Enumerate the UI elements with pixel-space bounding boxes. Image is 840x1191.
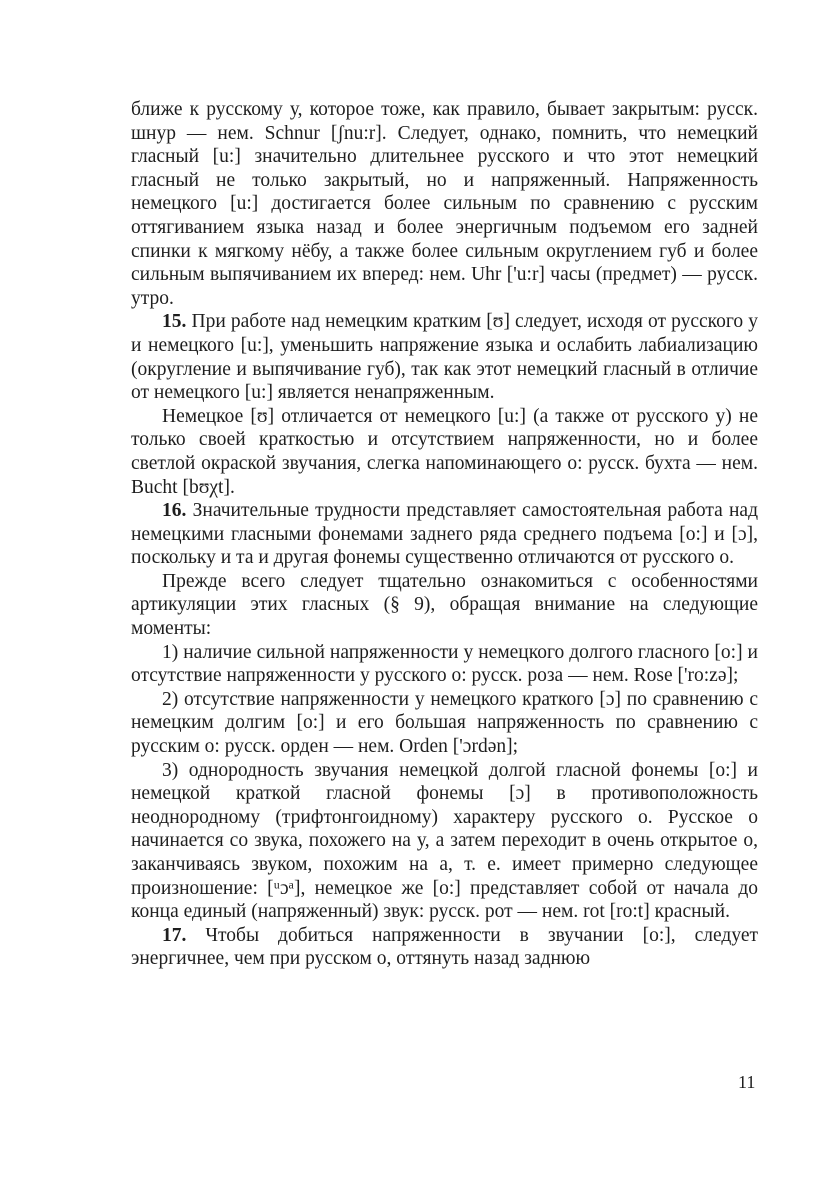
paragraph-text: При работе над немецким кратким [ʊ] следует, исходя от русского у и немецкого [u:], уменьшить напряжение языка и ослабить лабиализацию (округление и выпячивание губ), так как этот немецкий гласный в отличие от немецкого [u:] является ненапряженным. xyxy=(131,311,759,404)
paragraph-text: Чтобы добиться напряженности в звучании [o:], следует энергичнее, чем при русском о, оттянуть назад заднюю xyxy=(131,924,758,970)
paragraph-text: 1) наличие сильной напряженности у немецкого долгого гласного [o:] и отсутствие напряженности у русского о: русск. роза — нем. Rose ['ro:zə]; xyxy=(131,641,758,687)
paragraph xyxy=(131,924,758,971)
paragraph-number: 15. xyxy=(162,311,187,333)
page-number: 11 xyxy=(738,1072,756,1092)
paragraph-text: Немецкое [ʊ] отличается от немецкого [u:] (а также от русского у) не только своей краткостью и отсутствием напряженности, но и более светлой окраской звучания, слегка напоминающего о: русск. бухта — нем. Bucht [bʊχt]. xyxy=(131,405,758,498)
paragraph-text: 3) однородность звучания немецкой долгой гласной фонемы [o:] и немецкой краткой гласной фонемы [ɔ] в противоположность неоднородному (трифтонгоидному) характеру русского о. Русское о начинается со звука, похожего на у, а затем переходит в очень открытое о, заканчиваясь звуком, похожим на а, т. е. имеет примерно следующее произношение: [ᵘɔᵃ], немецкое же [o:] представляет собой от начала до конца единый (напряженный) звук: русск. рот — нем. rot [ro:t] красный. xyxy=(131,759,758,923)
paragraph-number: 17. xyxy=(162,924,187,946)
paragraph-text: Значительные трудности представляет самостоятельная работа над немецкими гласными фонемами заднего ряда среднего подъема [o:] и [ɔ], поскольку и та и другая фонемы существенно отличаются от русского о. xyxy=(131,500,759,569)
paragraph xyxy=(131,688,758,759)
body-text xyxy=(131,98,758,971)
paragraph-number: 16. xyxy=(162,500,187,522)
paragraph xyxy=(131,310,758,404)
paragraph xyxy=(131,405,758,499)
paragraph xyxy=(131,570,758,641)
paragraph xyxy=(131,641,758,688)
paragraph xyxy=(131,499,758,570)
paragraph xyxy=(131,98,758,310)
paragraph-text: Прежде всего следует тщательно ознакомиться с особенностями артикуляции этих гласных (§ 9), обращая внимание на следующие моменты: xyxy=(131,570,758,640)
paragraph xyxy=(131,759,758,924)
paragraph-text: ближе к русскому у, которое тоже, как правило, бывает закрытым: русск. шнур — нем. Schnur [ʃnu:r]. Следует, однако, помнить, что немецкий гласный [u:] значительно длительнее русского и что этот немецкий гласный не только закрытый, но и напряженный. Напряженность немецкого [u:] достигается более сильным по сравнению с русским оттягиванием языка назад и более энергичным подъемом его задней спинки к мягкому нёбу, а также более сильным округлением губ и более сильным выпячиванием их вперед: нем. Uhr ['u:r] часы (предмет) — русск. утро. xyxy=(131,99,758,309)
paragraph-text: 2) отсутствие напряженности у немецкого краткого [ɔ] по сравнению с немецким долгим [o:] и его большая напряженность по сравнению с русским о: русск. орден — нем. Orden ['ɔrdən]; xyxy=(131,688,758,758)
